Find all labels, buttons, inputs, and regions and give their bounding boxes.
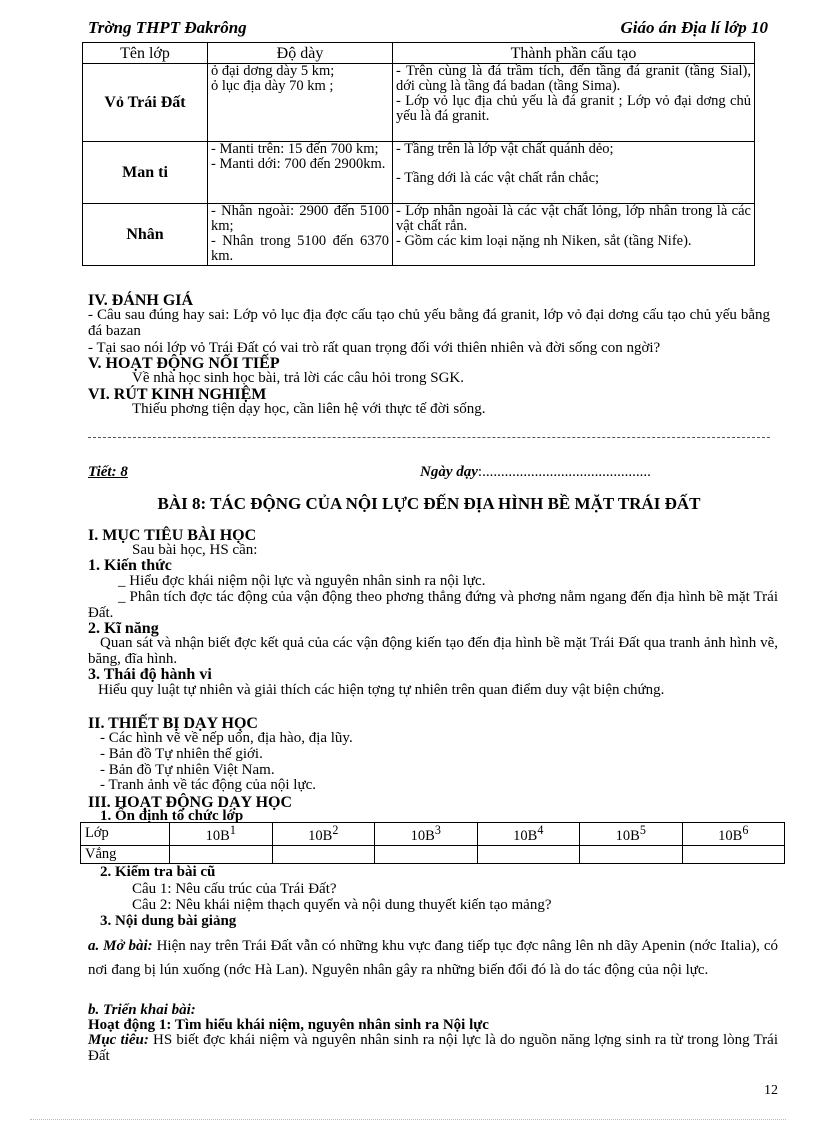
section-heading-followup: V. HOẠT ĐỘNG NỐI TIẾP: [88, 355, 280, 372]
layer-thickness: [208, 142, 393, 204]
introduction-label: a. Mở bài:: [88, 938, 153, 954]
equipment-item: - Bản đồ Tự nhiên Việt Nam.: [100, 762, 275, 778]
skills-line: Quan sát và nhận biết đợc kết quả của các vận động kiến tạo đến địa hình bề mặt Trái Đất qua tranh ảnh hình vẽ, băng, đĩa hình.: [88, 635, 778, 667]
development-label: b. Triển khai bài:: [88, 1002, 196, 1018]
col-header-composition: Thành phần cấu tạo: [393, 43, 755, 64]
objectives-intro: Sau bài học, HS cần:: [132, 542, 258, 558]
layer-thickness: [208, 64, 393, 142]
attitude-line: Hiểu quy luật tự nhiên và giải thích các hiện tợng tự nhiên trên quan điểm duy vật biện chứng.: [98, 682, 665, 698]
introduction-paragraph: [88, 934, 778, 982]
objective-paragraph: [88, 1032, 778, 1064]
absent-cell: [272, 845, 375, 863]
attendance-table: [80, 822, 785, 864]
subheading-skills: 2. Kĩ năng: [88, 620, 159, 637]
header-subject: Giáo án Địa lí lớp 10: [620, 18, 768, 37]
introduction-text: Hiện nay trên Trái Đất vẫn có những khu vực đang tiếp tục đợc nâng lên nh dãy Apenin (nớc Italia), có nơi đang bị lún xuống (nớc Hà Lan). Nguyên nhân gây ra những biến đổi đó là do tác động của nội lực.: [88, 938, 778, 978]
table-row: [83, 204, 755, 266]
composition-line: - Tầng trên là lớp vật chất quánh dẻo;: [396, 141, 614, 157]
subheading-review: 2. Kiểm tra bài cũ: [100, 864, 216, 880]
thickness-line: - Nhân ngoài: 2900 đến 5100 km;: [211, 203, 389, 234]
layer-composition: [393, 204, 755, 266]
earth-layers-table: [82, 42, 755, 266]
row-label-absent: Vắng: [81, 845, 170, 863]
class-cell: $10B^5$: [580, 823, 683, 846]
activity-heading: Hoạt động 1: Tìm hiểu khái niệm, nguyên nhân sinh ra Nội lực: [88, 1017, 489, 1033]
subheading-attitude: 3. Thái độ hành vi: [88, 666, 212, 683]
composition-line: - Lớp nhân ngoài là các vật chất lỏng, lớp nhân trong là các vật chất rắn.: [396, 203, 751, 234]
absent-cell: [580, 845, 683, 863]
composition-line: - Trên cùng là đá trầm tích, đến tầng đá granit (tầng Sial), dới cùng là tầng đá badan (tầng Sima).: [396, 63, 751, 94]
class-cell: $10B^2$: [272, 823, 375, 846]
table-row: [81, 823, 785, 846]
layer-thickness: [208, 204, 393, 266]
thickness-line: ỏ lục địa dày 70 km ;: [211, 78, 334, 94]
divider: [88, 437, 770, 438]
table-row: [83, 142, 755, 204]
teaching-date-dots: :.............................................: [477, 464, 651, 480]
section-heading-evaluation: IV. ĐÁNH GIÁ: [88, 292, 194, 309]
section-heading-equipment: II. THIẾT BỊ DẠY HỌC: [88, 715, 258, 732]
class-cell: $10B^3$: [375, 823, 478, 846]
lesson-title: BÀI 8: TÁC ĐỘNG CỦA NỘI LỰC ĐẾN ĐỊA HÌNH BỀ MẶT TRÁI ĐẤT: [157, 494, 701, 513]
absent-cell: [477, 845, 580, 863]
objective-text: HS biết đợc khái niệm và nguyên nhân sinh ra nội lực là do nguồn năng lợng sinh ra từ trong lòng Trái Đất: [88, 1032, 778, 1064]
absent-cell: [375, 845, 478, 863]
thickness-line: ỏ đại dơng dày 5 km;: [211, 63, 335, 79]
class-cell: $10B^4$: [477, 823, 580, 846]
layer-name: Vỏ Trái Đất: [83, 64, 208, 142]
evaluation-line: - Câu sau đúng hay sai: Lớp vỏ lục địa đợc cấu tạo chủ yếu bằng đá granit, lớp vỏ đại dơng cấu tạo chủ yếu bằng đá bazan: [88, 307, 770, 339]
absent-cell: [682, 845, 785, 863]
objective-label: Mục tiêu:: [88, 1032, 149, 1048]
table-row: [81, 845, 785, 863]
composition-line: - Gồm các kim loại nặng nh Niken, sắt (tầng Nife).: [396, 233, 692, 249]
lesson-period: Tiết: 8: [88, 464, 128, 480]
equipment-item: - Tranh ảnh về tác động của nội lực.: [100, 777, 316, 793]
layer-composition: [393, 142, 755, 204]
row-label-class: Lớp: [81, 823, 170, 846]
footer-divider: [30, 1119, 786, 1120]
knowledge-line: _ Phân tích đợc tác động của vận động theo phơng thẳng đứng và phơng nằm ngang đến địa hình bề mặt Trái Đất.: [88, 589, 778, 621]
col-header-layer: Tên lớp: [83, 43, 208, 64]
followup-line: Về nhà học sinh học bài, trả lời các câu hỏi trong SGK.: [132, 370, 465, 386]
thickness-line: - Manti trên: 15 đến 700 km;: [211, 141, 379, 157]
layer-name: Nhân: [83, 204, 208, 266]
thickness-line: - Nhân trong 5100 đến 6370 km.: [211, 233, 389, 264]
equipment-item: - Các hình vẽ về nếp uốn, địa hào, địa lũy.: [100, 730, 353, 746]
knowledge-line: _ Hiểu đợc khái niệm nội lực và nguyên nhân sinh ra nội lực.: [118, 573, 486, 589]
header-school: Trờng THPT Đakrông: [88, 18, 247, 37]
table-row: [83, 64, 755, 142]
section-heading-activities: III. HOẠT ĐỘNG DẠY HỌC: [88, 794, 293, 811]
teaching-date-label: Ngày dạy: [420, 464, 478, 480]
subheading-class-org: 1. Ổn định tổ chức lớp: [100, 808, 244, 824]
page-number: 12: [764, 1083, 778, 1098]
section-heading-experience: VI. RÚT KINH NGHIỆM: [88, 386, 267, 403]
absent-cell: [170, 845, 273, 863]
review-question: Câu 1: Nêu cấu trúc của Trái Đất?: [132, 881, 337, 897]
class-cell: $10B^1$: [170, 823, 273, 846]
evaluation-line: - Tại sao nói lớp vỏ Trái Đất có vai trò rất quan trọng đối với thiên nhiên và đời sống con ngời?: [88, 340, 661, 356]
composition-line: - Lớp vỏ lục địa chủ yếu là đá granit ; Lớp vỏ đại dơng chủ yếu là đá granit.: [396, 93, 751, 124]
layer-composition: [393, 64, 755, 142]
experience-line: Thiếu phơng tiện dạy học, cần liên hệ với thực tế đời sống.: [132, 401, 486, 417]
table-header-row: [83, 43, 755, 64]
subheading-lesson-content: 3. Nội dung bài giảng: [100, 913, 237, 929]
subheading-knowledge: 1. Kiến thức: [88, 557, 172, 574]
equipment-item: - Bản đồ Tự nhiên thế giới.: [100, 746, 263, 762]
composition-line: - Tầng dới là các vật chất rắn chắc;: [396, 170, 600, 186]
col-header-thickness: Độ dày: [208, 43, 393, 64]
class-cell: $10B^6$: [682, 823, 785, 846]
layer-name: Man ti: [83, 142, 208, 204]
thickness-line: - Manti dới: 700 đến 2900km.: [211, 156, 386, 172]
teaching-date: [420, 464, 651, 480]
section-heading-objectives: I. MỤC TIÊU BÀI HỌC: [88, 527, 257, 544]
review-question: Câu 2: Nêu khái niệm thạch quyển và nội dung thuyết kiến tạo mảng?: [132, 897, 552, 913]
